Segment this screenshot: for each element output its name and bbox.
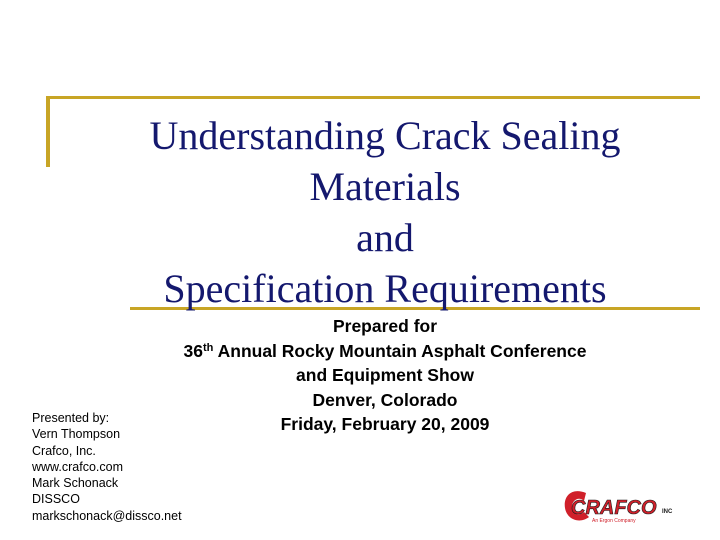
title-line: Understanding Crack Sealing [149, 113, 621, 158]
slide-subtitle [130, 314, 640, 437]
subtitle-conference [130, 339, 640, 364]
ordinal-suffix: th [203, 341, 214, 354]
presenter-line: Mark Schonack [32, 476, 119, 491]
title-line: and [356, 215, 414, 260]
logo-wordmark: CRAFCO [571, 497, 657, 519]
crafco-logo [562, 488, 674, 526]
subtitle-line: and Equipment Show [296, 365, 474, 385]
presenter-line: www.crafco.com [32, 459, 123, 474]
title-rule-top [47, 96, 700, 99]
presenter-line: Vern Thompson [32, 427, 121, 442]
subtitle-prepared-for: Prepared for [332, 316, 438, 336]
logo-tagline: An Ergon Company [592, 518, 636, 524]
presenter-line: DISSCO [32, 492, 80, 507]
presenter-line: Presented by: [32, 411, 110, 425]
conference-number: 36 [183, 340, 204, 361]
presenter-line: markschonack@dissco.net [32, 508, 182, 523]
presenter-line: Crafco, Inc. [32, 443, 96, 458]
presenter-block [32, 410, 182, 524]
subtitle-date: Friday, February 20, 2009 [280, 414, 490, 434]
title-line: Specification Requirements [163, 266, 607, 311]
title-line: Materials [309, 164, 461, 209]
subtitle-location: Denver, Colorado [312, 389, 458, 410]
slide-title [120, 110, 650, 314]
logo-suffix: INC [662, 509, 673, 515]
title-rule-left [46, 96, 50, 167]
conference-name: Annual Rocky Mountain Asphalt Conference [213, 340, 587, 361]
